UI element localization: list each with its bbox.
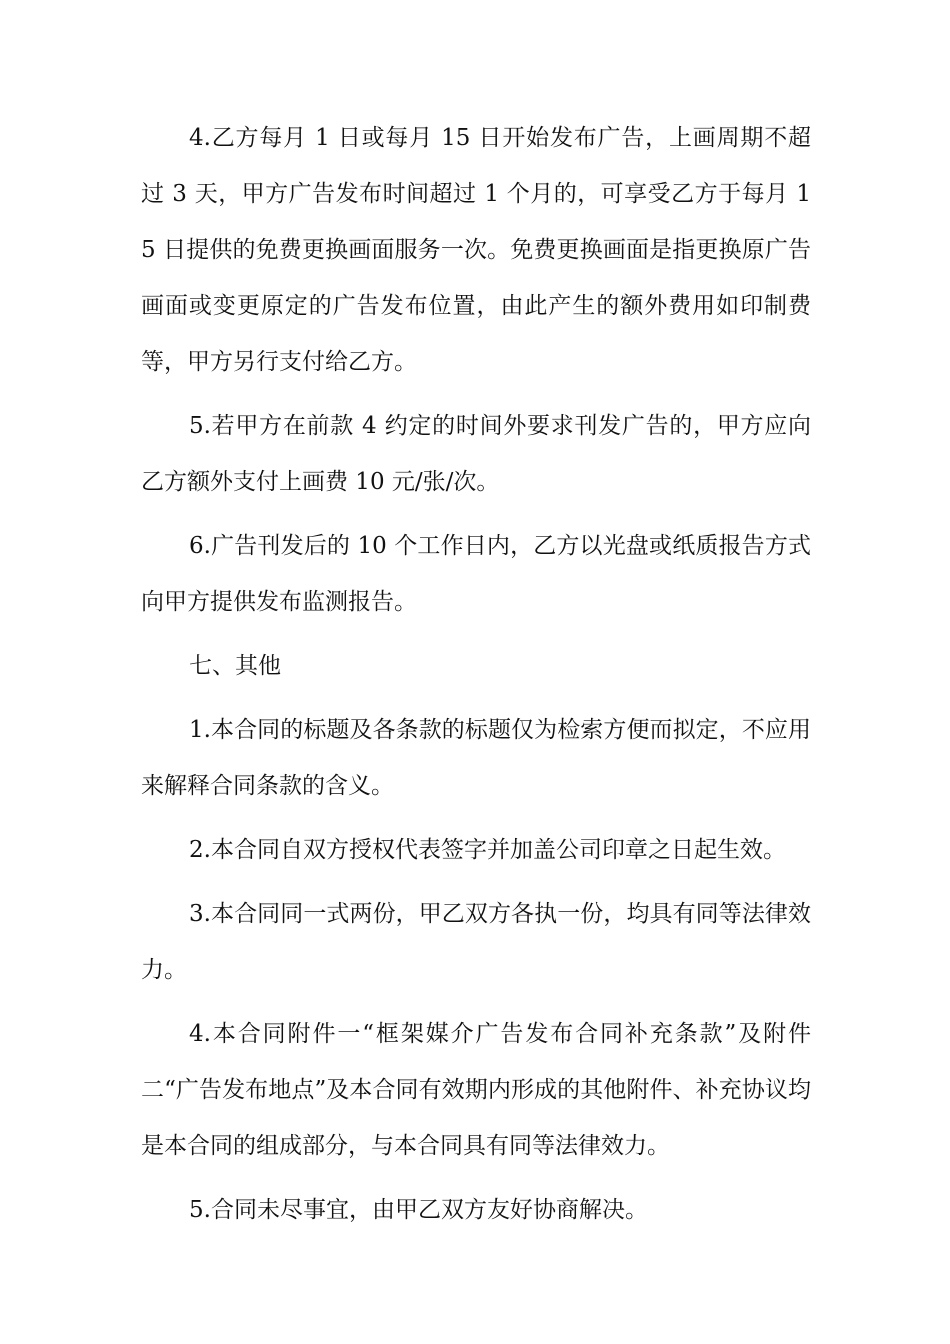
clause-6-paragraph: 6.广告刊发后的 10 个工作日内，乙方以光盘或纸质报告方式向甲方提供发布监测报告。 bbox=[141, 533, 811, 615]
other-item-2: 2.本合同自双方授权代表签字并加盖公司印章之日起生效。 bbox=[189, 837, 786, 863]
section-heading-other: 七、其他 bbox=[189, 653, 281, 679]
other-item-3: 3.本合同同一式两份，甲乙双方各执一份，均具有同等法律效力。 bbox=[141, 901, 811, 983]
document-body bbox=[141, 110, 811, 1246]
clause-5-paragraph: 5.若甲方在前款 4 约定的时间外要求刊发广告的，甲方应向乙方额外支付上画费 10 元/张/次。 bbox=[141, 413, 811, 495]
other-item-1: 1.本合同的标题及各条款的标题仅为检索方便而拟定，不应用来解释合同条款的含义。 bbox=[141, 717, 811, 799]
clause-4-paragraph: 4.乙方每月 1 日或每月 15 日开始发布广告，上画周期不超过 3 天，甲方广告发布时间超过 1 个月的，可享受乙方于每月 15 日提供的免费更换画面服务一次。免费更换画面是指更换原广告画面或变更原定的广告发布位置，由此产生的额外费用如印制费等，甲方另行支付给乙方。 bbox=[141, 125, 811, 375]
other-item-4: 4.本合同附件一“框架媒介广告发布合同补充条款”及附件二“广告发布地点”及本合同有效期内形成的其他附件、补充协议均是本合同的组成部分，与本合同具有同等法律效力。 bbox=[141, 1021, 811, 1159]
other-item-5: 5.合同未尽事宜，由甲乙双方友好协商解决。 bbox=[189, 1197, 648, 1223]
